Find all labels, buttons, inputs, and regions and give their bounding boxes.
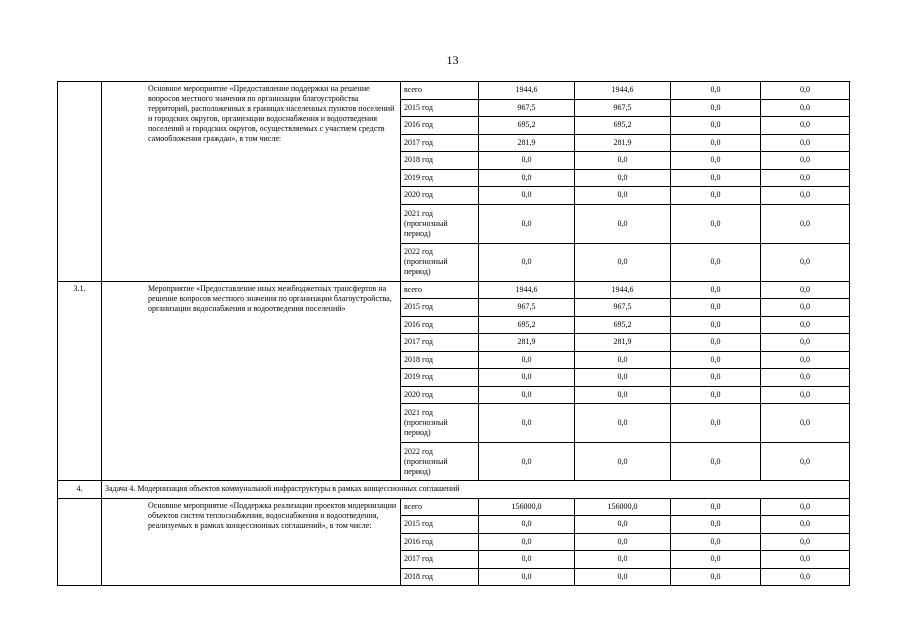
value-other-2: 0,0	[761, 169, 850, 187]
value-total: 0,0	[479, 404, 575, 443]
value-other-1: 0,0	[671, 299, 761, 317]
value-total: 0,0	[479, 551, 575, 569]
period-cell: всего	[401, 82, 479, 100]
value-other-1: 0,0	[671, 187, 761, 205]
value-other-1: 0,0	[671, 281, 761, 299]
value-other-2: 0,0	[761, 498, 850, 516]
period-cell: 2019 год	[401, 169, 479, 187]
value-budget: 967,5	[575, 299, 671, 317]
value-total: 0,0	[479, 204, 575, 243]
value-other-1: 0,0	[671, 334, 761, 352]
period-cell: 2016 год	[401, 533, 479, 551]
value-total: 1944,6	[479, 82, 575, 100]
value-other-2: 0,0	[761, 551, 850, 569]
value-other-1: 0,0	[671, 443, 761, 481]
value-total: 695,2	[479, 117, 575, 135]
value-other-1: 0,0	[671, 568, 761, 586]
value-other-2: 0,0	[761, 351, 850, 369]
table-body	[58, 82, 850, 586]
value-other-1: 0,0	[671, 386, 761, 404]
value-other-2: 0,0	[761, 243, 850, 281]
period-cell: 2015 год	[401, 516, 479, 534]
value-budget: 281,9	[575, 334, 671, 352]
value-other-1: 0,0	[671, 498, 761, 516]
item-name: Мероприятие «Предоставление иных межбюджетных трансфертов на решение вопросов местного значения по организации благоустройства, организации водоснабжения и водоотведения поселений»	[102, 281, 401, 481]
period-cell: 2020 год	[401, 386, 479, 404]
item-number: 3.1.	[58, 281, 102, 481]
value-other-1: 0,0	[671, 551, 761, 569]
value-other-1: 0,0	[671, 243, 761, 281]
period-cell: 2022 год (прогнозный период)	[401, 243, 479, 281]
value-other-2: 0,0	[761, 443, 850, 481]
value-other-2: 0,0	[761, 204, 850, 243]
period-cell: 2017 год	[401, 334, 479, 352]
item-name: Основное мероприятие «Поддержка реализации проектов модернизации объектов систем теплоснабжения, водоснабжения и водоотведения, реализуемых в рамках концессионных соглашений», в том числе:	[102, 498, 401, 586]
value-budget: 0,0	[575, 551, 671, 569]
value-other-2: 0,0	[761, 299, 850, 317]
item-number	[58, 82, 102, 282]
value-other-2: 0,0	[761, 117, 850, 135]
value-budget: 1944,6	[575, 82, 671, 100]
value-budget: 0,0	[575, 443, 671, 481]
value-budget: 156000,0	[575, 498, 671, 516]
value-budget: 695,2	[575, 117, 671, 135]
value-other-1: 0,0	[671, 152, 761, 170]
value-budget: 0,0	[575, 404, 671, 443]
page-number: 13	[446, 53, 459, 67]
period-cell: 2020 год	[401, 187, 479, 205]
period-cell: 2019 год	[401, 369, 479, 387]
value-budget: 0,0	[575, 568, 671, 586]
value-other-1: 0,0	[671, 404, 761, 443]
value-other-1: 0,0	[671, 134, 761, 152]
value-other-2: 0,0	[761, 152, 850, 170]
value-total: 967,5	[479, 99, 575, 117]
period-cell: всего	[401, 281, 479, 299]
value-other-1: 0,0	[671, 99, 761, 117]
value-total: 0,0	[479, 152, 575, 170]
value-other-1: 0,0	[671, 204, 761, 243]
value-other-1: 0,0	[671, 316, 761, 334]
budget-table	[57, 81, 850, 586]
table-row	[58, 498, 850, 516]
value-other-1: 0,0	[671, 169, 761, 187]
period-cell: 2022 год (прогнозный период)	[401, 443, 479, 481]
value-other-1: 0,0	[671, 82, 761, 100]
table-row	[58, 82, 850, 100]
value-total: 0,0	[479, 533, 575, 551]
value-other-2: 0,0	[761, 516, 850, 534]
value-other-2: 0,0	[761, 82, 850, 100]
value-total: 0,0	[479, 169, 575, 187]
table-row	[58, 281, 850, 299]
value-other-1: 0,0	[671, 351, 761, 369]
value-total: 0,0	[479, 443, 575, 481]
value-budget: 0,0	[575, 369, 671, 387]
value-total: 0,0	[479, 369, 575, 387]
value-other-2: 0,0	[761, 533, 850, 551]
value-other-1: 0,0	[671, 117, 761, 135]
task-title: Задача 4. Модернизация объектов коммунальной инфраструктуры в рамках концессионных соглашений	[102, 481, 850, 499]
value-other-2: 0,0	[761, 568, 850, 586]
value-other-2: 0,0	[761, 404, 850, 443]
value-other-2: 0,0	[761, 281, 850, 299]
value-total: 695,2	[479, 316, 575, 334]
value-other-2: 0,0	[761, 386, 850, 404]
period-cell: 2018 год	[401, 568, 479, 586]
value-other-2: 0,0	[761, 334, 850, 352]
value-total: 967,5	[479, 299, 575, 317]
period-cell: 2016 год	[401, 316, 479, 334]
value-other-2: 0,0	[761, 187, 850, 205]
value-budget: 0,0	[575, 187, 671, 205]
value-budget: 967,5	[575, 99, 671, 117]
value-other-1: 0,0	[671, 369, 761, 387]
value-total: 0,0	[479, 243, 575, 281]
value-total: 0,0	[479, 351, 575, 369]
value-total: 0,0	[479, 516, 575, 534]
item-number	[58, 498, 102, 586]
item-name: Основное мероприятие «Предоставление поддержки на решение вопросов местного значения по организации благоустройства территорий, расположенных в границах населенных пунктов поселений и городских округов, организации водоснабжения и водоотведения поселений и городских округов, осуществляемых с участием средств самообложения граждан», в том числе:	[102, 82, 401, 282]
value-budget: 0,0	[575, 351, 671, 369]
period-cell: 2021 год (прогнозный период)	[401, 404, 479, 443]
value-budget: 0,0	[575, 169, 671, 187]
period-cell: 2017 год	[401, 551, 479, 569]
value-other-2: 0,0	[761, 316, 850, 334]
value-other-1: 0,0	[671, 516, 761, 534]
value-budget: 0,0	[575, 516, 671, 534]
period-cell: 2015 год	[401, 99, 479, 117]
value-budget: 0,0	[575, 243, 671, 281]
task-number: 4.	[58, 481, 102, 499]
value-total: 156000,0	[479, 498, 575, 516]
value-total: 0,0	[479, 568, 575, 586]
value-budget: 281,9	[575, 134, 671, 152]
value-other-2: 0,0	[761, 369, 850, 387]
value-budget: 0,0	[575, 152, 671, 170]
period-cell: всего	[401, 498, 479, 516]
value-other-1: 0,0	[671, 533, 761, 551]
value-total: 1944,6	[479, 281, 575, 299]
value-total: 0,0	[479, 187, 575, 205]
value-total: 0,0	[479, 386, 575, 404]
period-cell: 2015 год	[401, 299, 479, 317]
value-budget: 695,2	[575, 316, 671, 334]
task-row	[58, 481, 850, 499]
value-budget: 0,0	[575, 204, 671, 243]
period-cell: 2016 год	[401, 117, 479, 135]
period-cell: 2018 год	[401, 152, 479, 170]
value-total: 281,9	[479, 334, 575, 352]
value-budget: 0,0	[575, 386, 671, 404]
value-total: 281,9	[479, 134, 575, 152]
value-other-2: 0,0	[761, 134, 850, 152]
value-other-2: 0,0	[761, 99, 850, 117]
period-cell: 2018 год	[401, 351, 479, 369]
period-cell: 2017 год	[401, 134, 479, 152]
period-cell: 2021 год (прогнозный период)	[401, 204, 479, 243]
value-budget: 0,0	[575, 533, 671, 551]
value-budget: 1944,6	[575, 281, 671, 299]
